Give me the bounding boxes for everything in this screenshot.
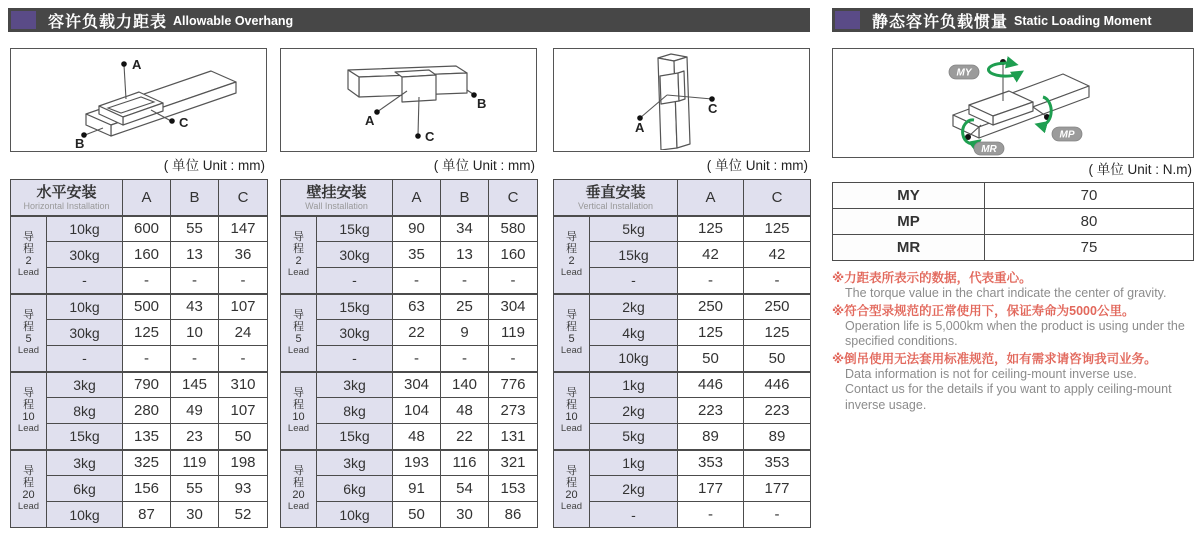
table-title-zh: 垂直安装 <box>585 183 646 201</box>
value-cell: - <box>744 268 811 294</box>
section-title-en: Allowable Overhang <box>173 14 294 28</box>
value-cell: - <box>123 268 171 294</box>
load-cell: 15kg <box>590 242 678 268</box>
column-header-A: A <box>678 180 744 216</box>
point-label-b: B <box>477 96 487 111</box>
value-cell: 353 <box>678 450 744 476</box>
mp-badge-label: MP <box>1059 129 1075 141</box>
moment-value-MP: 80 <box>985 209 1194 235</box>
value-cell: 35 <box>393 242 441 268</box>
load-cell: 2kg <box>590 398 678 424</box>
lead-2-cell: 导 程 2 Lead <box>281 216 317 294</box>
table-row <box>554 372 811 398</box>
point-label-b: B <box>75 136 85 150</box>
section-header-static-loading-moment <box>832 8 1193 32</box>
table-row <box>11 476 268 502</box>
load-cell: 1kg <box>590 450 678 476</box>
value-cell: 153 <box>489 476 538 502</box>
column-header-A: A <box>393 180 441 216</box>
section-title-zh: 容许负载力距表 <box>48 13 168 31</box>
value-cell: 280 <box>123 398 171 424</box>
load-cell: 10kg <box>47 502 123 528</box>
value-cell: - <box>489 346 538 372</box>
notes-list <box>832 270 1194 413</box>
table-row <box>281 398 538 424</box>
value-cell: - <box>219 346 268 372</box>
table-row <box>554 398 811 424</box>
load-cell: - <box>590 502 678 528</box>
load-cell: 10kg <box>590 346 678 372</box>
table-title-zh: 壁挂安装 <box>306 183 367 201</box>
value-cell: - <box>123 346 171 372</box>
vertical-table-title <box>554 180 678 216</box>
column-header-B: B <box>171 180 219 216</box>
value-cell: 55 <box>171 476 219 502</box>
value-cell: 223 <box>678 398 744 424</box>
load-cell: 3kg <box>317 450 393 476</box>
load-cell: 15kg <box>317 424 393 450</box>
value-cell: 9 <box>441 320 489 346</box>
value-cell: 48 <box>393 424 441 450</box>
section-title-zh: 静态容许负载惯量 <box>872 13 1009 31</box>
table-row <box>281 216 538 242</box>
value-cell: 24 <box>219 320 268 346</box>
value-cell: 160 <box>489 242 538 268</box>
column-header-C: C <box>744 180 811 216</box>
value-cell: 125 <box>744 216 811 242</box>
value-cell: 90 <box>393 216 441 242</box>
moment-value-MY: 70 <box>985 183 1194 209</box>
load-cell: 5kg <box>590 216 678 242</box>
value-cell: 25 <box>441 294 489 320</box>
table-row <box>554 242 811 268</box>
value-cell: 147 <box>219 216 268 242</box>
value-cell: 91 <box>393 476 441 502</box>
value-cell: 10 <box>171 320 219 346</box>
note-zh: ※力距表所表示的数据，代表重心。 <box>832 271 1032 285</box>
wall-installation-panel <box>280 48 537 528</box>
value-cell: 145 <box>171 372 219 398</box>
load-cell: 3kg <box>47 372 123 398</box>
value-cell: 304 <box>393 372 441 398</box>
load-cell: 8kg <box>317 398 393 424</box>
table-row <box>11 450 268 476</box>
table-row <box>554 450 811 476</box>
load-cell: 15kg <box>47 424 123 450</box>
value-cell: 119 <box>171 450 219 476</box>
value-cell: 23 <box>171 424 219 450</box>
value-cell: 50 <box>744 346 811 372</box>
value-cell: 160 <box>123 242 171 268</box>
table-row <box>11 242 268 268</box>
load-cell: 2kg <box>590 294 678 320</box>
table-title-zh: 水平安装 <box>36 183 97 201</box>
load-cell: 30kg <box>317 320 393 346</box>
lead-10-cell: 导 程 10 Lead <box>11 372 47 450</box>
my-badge-label: MY <box>956 67 972 79</box>
value-cell: 321 <box>489 450 538 476</box>
value-cell: 353 <box>744 450 811 476</box>
note-en: Operation life is 5,000km when the product is using under the specified conditions. <box>845 318 1185 348</box>
lead-20-cell: 导 程 20 Lead <box>11 450 47 528</box>
wall-installation-diagram <box>280 48 537 152</box>
table-row <box>554 476 811 502</box>
table-row <box>554 320 811 346</box>
static-loading-moment-panel <box>832 48 1194 413</box>
value-cell: 42 <box>678 242 744 268</box>
table-row <box>11 424 268 450</box>
value-cell: 193 <box>393 450 441 476</box>
table-row <box>281 268 538 294</box>
value-cell: 86 <box>489 502 538 528</box>
note-zh: ※倒吊使用无法套用标准规范，如有需求请咨询我司业务。 <box>832 351 1157 366</box>
moment-diagram-svg <box>833 49 1191 156</box>
value-cell: 93 <box>219 476 268 502</box>
table-row <box>554 424 811 450</box>
column-header-B: B <box>441 180 489 216</box>
value-cell: 42 <box>744 242 811 268</box>
note-zh: ※符合型录规范的正常使用下，保证寿命为5000公里。 <box>832 303 1135 318</box>
value-cell: 50 <box>393 502 441 528</box>
lead-2-cell: 导 程 2 Lead <box>554 216 590 294</box>
value-cell: 49 <box>171 398 219 424</box>
value-cell: - <box>441 346 489 372</box>
value-cell: 22 <box>441 424 489 450</box>
table-row <box>554 294 811 320</box>
load-cell: - <box>317 268 393 294</box>
table-row <box>281 372 538 398</box>
load-cell: 6kg <box>317 476 393 502</box>
table-row <box>281 294 538 320</box>
column-header-C: C <box>219 180 268 216</box>
value-cell: - <box>393 346 441 372</box>
lead-2-cell: 导 程 2 Lead <box>11 216 47 294</box>
table-row <box>11 294 268 320</box>
table-row <box>11 372 268 398</box>
table-row <box>281 502 538 528</box>
value-cell: 177 <box>678 476 744 502</box>
point-label-a: A <box>132 57 142 72</box>
load-cell: - <box>47 268 123 294</box>
value-cell: 22 <box>393 320 441 346</box>
value-cell: 63 <box>393 294 441 320</box>
value-cell: 131 <box>489 424 538 450</box>
horizontal-installation-table <box>10 179 268 528</box>
table-row <box>281 320 538 346</box>
moment-label-MY: MY <box>833 183 985 209</box>
load-cell: 1kg <box>590 372 678 398</box>
value-cell: - <box>171 268 219 294</box>
horizontal-table-title <box>11 180 123 216</box>
lead-5-cell: 导 程 5 Lead <box>281 294 317 372</box>
value-cell: 125 <box>678 320 744 346</box>
load-cell: 30kg <box>47 242 123 268</box>
moment-row <box>833 235 1194 261</box>
value-cell: 125 <box>678 216 744 242</box>
table-row <box>554 502 811 528</box>
table-row <box>11 320 268 346</box>
value-cell: 55 <box>171 216 219 242</box>
table-title-en: Horizontal Installation <box>23 200 110 211</box>
vertical-diagram-svg <box>554 49 807 150</box>
table-row <box>11 502 268 528</box>
vertical-installation-table <box>553 179 811 528</box>
table-row <box>11 398 268 424</box>
wall-table-title <box>281 180 393 216</box>
moment-diagram <box>832 48 1194 158</box>
point-label-c: C <box>179 115 189 130</box>
lead-10-cell: 导 程 10 Lead <box>281 372 317 450</box>
load-cell: 6kg <box>47 476 123 502</box>
table-row <box>554 346 811 372</box>
value-cell: - <box>744 502 811 528</box>
moment-label-MP: MP <box>833 209 985 235</box>
header-accent-square <box>11 11 36 29</box>
moment-row <box>833 209 1194 235</box>
section-title-en: Static Loading Moment <box>1014 14 1152 28</box>
value-cell: - <box>489 268 538 294</box>
value-cell: 446 <box>678 372 744 398</box>
load-cell: - <box>317 346 393 372</box>
table-row <box>554 268 811 294</box>
value-cell: 89 <box>678 424 744 450</box>
value-cell: 107 <box>219 398 268 424</box>
load-cell: 30kg <box>317 242 393 268</box>
table-row <box>11 216 268 242</box>
value-cell: 580 <box>489 216 538 242</box>
moment-label-MR: MR <box>833 235 985 261</box>
value-cell: - <box>678 502 744 528</box>
value-cell: 310 <box>219 372 268 398</box>
value-cell: 790 <box>123 372 171 398</box>
value-cell: 446 <box>744 372 811 398</box>
unit-label-mm: ( 单位 Unit : mm) <box>433 158 535 173</box>
load-cell: 15kg <box>317 294 393 320</box>
value-cell: 119 <box>489 320 538 346</box>
value-cell: 43 <box>171 294 219 320</box>
value-cell: 250 <box>678 294 744 320</box>
value-cell: 50 <box>219 424 268 450</box>
value-cell: 48 <box>441 398 489 424</box>
value-cell: 140 <box>441 372 489 398</box>
horizontal-diagram-svg <box>11 49 264 150</box>
value-cell: 125 <box>744 320 811 346</box>
value-cell: 325 <box>123 450 171 476</box>
column-header-C: C <box>489 180 538 216</box>
value-cell: - <box>393 268 441 294</box>
value-cell: 30 <box>171 502 219 528</box>
table-row <box>11 346 268 372</box>
value-cell: 107 <box>219 294 268 320</box>
load-cell: 3kg <box>47 450 123 476</box>
moment-row <box>833 183 1194 209</box>
value-cell: 273 <box>489 398 538 424</box>
unit-label-mm: ( 单位 Unit : mm) <box>706 158 808 173</box>
load-cell: 5kg <box>590 424 678 450</box>
wall-installation-table <box>280 179 538 528</box>
header-accent-square <box>835 11 860 29</box>
load-cell: 10kg <box>47 294 123 320</box>
point-label-a: A <box>635 120 645 135</box>
static-loading-moment-table <box>832 182 1194 261</box>
unit-label-nm: ( 单位 Unit : N.m) <box>1088 162 1192 177</box>
value-cell: 776 <box>489 372 538 398</box>
table-row <box>281 242 538 268</box>
value-cell: 135 <box>123 424 171 450</box>
note-en: The torque value in the chart indicate the center of gravity. <box>845 286 1167 300</box>
lead-5-cell: 导 程 5 Lead <box>554 294 590 372</box>
value-cell: 125 <box>123 320 171 346</box>
vertical-installation-diagram <box>553 48 810 152</box>
section-header-allowable-overhang <box>8 8 810 32</box>
value-cell: 36 <box>219 242 268 268</box>
table-row <box>11 268 268 294</box>
lead-5-cell: 导 程 5 Lead <box>11 294 47 372</box>
value-cell: 13 <box>171 242 219 268</box>
load-cell: 4kg <box>590 320 678 346</box>
horizontal-installation-diagram <box>10 48 267 152</box>
value-cell: 304 <box>489 294 538 320</box>
load-cell: 2kg <box>590 476 678 502</box>
value-cell: 250 <box>744 294 811 320</box>
value-cell: 177 <box>744 476 811 502</box>
value-cell: 34 <box>441 216 489 242</box>
load-cell: 8kg <box>47 398 123 424</box>
load-cell: - <box>590 268 678 294</box>
value-cell: - <box>171 346 219 372</box>
lead-10-cell: 导 程 10 Lead <box>554 372 590 450</box>
lead-20-cell: 导 程 20 Lead <box>554 450 590 528</box>
table-row <box>281 346 538 372</box>
mr-badge-label: MR <box>981 144 997 155</box>
column-header-A: A <box>123 180 171 216</box>
horizontal-installation-panel <box>10 48 267 528</box>
table-row <box>281 450 538 476</box>
load-cell: 3kg <box>317 372 393 398</box>
lead-20-cell: 导 程 20 Lead <box>281 450 317 528</box>
moment-value-MR: 75 <box>985 235 1194 261</box>
table-row <box>554 216 811 242</box>
unit-label-mm: ( 单位 Unit : mm) <box>163 158 265 173</box>
value-cell: 30 <box>441 502 489 528</box>
value-cell: 50 <box>678 346 744 372</box>
note-en: Data information is not for ceiling-mount inverse use. <box>845 366 1137 381</box>
load-cell: 30kg <box>47 320 123 346</box>
value-cell: - <box>441 268 489 294</box>
value-cell: 87 <box>123 502 171 528</box>
table-title-en: Vertical Installation <box>577 200 654 211</box>
value-cell: 116 <box>441 450 489 476</box>
value-cell: 156 <box>123 476 171 502</box>
point-label-c: C <box>708 101 718 116</box>
value-cell: 89 <box>744 424 811 450</box>
point-label-a: A <box>365 113 375 128</box>
table-row <box>281 476 538 502</box>
load-cell: 10kg <box>47 216 123 242</box>
load-cell: 15kg <box>317 216 393 242</box>
note-en: Contact us for the details if you want to apply ceiling-mount inverse usage. <box>845 382 1172 412</box>
value-cell: 52 <box>219 502 268 528</box>
value-cell: 600 <box>123 216 171 242</box>
value-cell: 500 <box>123 294 171 320</box>
wall-diagram-svg <box>281 49 534 150</box>
value-cell: 13 <box>441 242 489 268</box>
point-label-c: C <box>425 129 435 144</box>
value-cell: 198 <box>219 450 268 476</box>
value-cell: - <box>219 268 268 294</box>
vertical-installation-panel <box>553 48 810 528</box>
value-cell: 54 <box>441 476 489 502</box>
value-cell: 223 <box>744 398 811 424</box>
load-cell: - <box>47 346 123 372</box>
table-title-en: Wall Installation <box>305 200 368 211</box>
value-cell: 104 <box>393 398 441 424</box>
load-cell: 10kg <box>317 502 393 528</box>
value-cell: - <box>678 268 744 294</box>
table-row <box>281 424 538 450</box>
